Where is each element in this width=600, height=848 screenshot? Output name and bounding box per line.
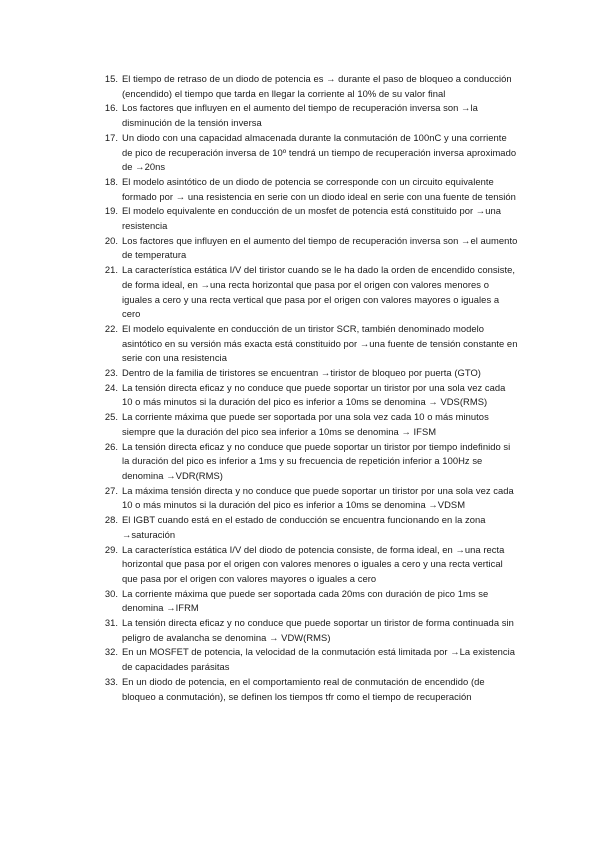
item-text: Un diodo con una capacidad almacenada durante la conmutación de 100nC y una corriente de pico de recuperación inversa de 10º tendrá un tiempo de recuperación inversa aproximado de →20ns	[122, 131, 517, 173]
list-item	[104, 616, 518, 645]
list-item	[104, 101, 518, 130]
list-item	[104, 322, 518, 366]
question-list	[104, 72, 518, 704]
item-text: La tensión directa eficaz y no conduce que puede soportar un tiristor de forma continuada sin peligro de avalancha se denomina → VDW(RMS)	[122, 617, 514, 643]
item-number: 22 .	[104, 322, 118, 337]
item-number: 20 .	[104, 234, 118, 249]
item-text: Los factores que influyen en el aumento del tiempo de recuperación inversa son →la disminución de la tensión inversa	[122, 102, 478, 129]
item-text: La corriente máxima que puede ser soportada por una sola vez cada 10 o más minutos siempre que la duración del pico sea inferior a 10ms se denomina → IFSM	[122, 411, 489, 437]
item-text: El IGBT cuando está en el estado de conducción se encuentra funcionando en la zona →saturación	[122, 514, 486, 540]
list-item	[104, 410, 518, 439]
item-text: La máxima tensión directa y no conduce que puede soportar un tiristor por una sola vez cada 10 o más minutos si la duración del pico es inferior a 10ms se denomina →VDSM	[122, 484, 514, 511]
list-item	[104, 204, 518, 233]
item-number: 23 .	[104, 366, 118, 381]
list-item	[104, 175, 518, 204]
item-number: 24 .	[104, 381, 118, 396]
list-item	[104, 543, 518, 587]
list-item	[104, 513, 518, 542]
item-text: En un MOSFET de potencia, la velocidad de la conmutación está limitada por →La existencia de capacidades parásitas	[122, 646, 516, 673]
item-text: El modelo equivalente en conducción de un tiristor SCR, también denominado modelo asintótico en su versión más exacta está constituido por →una fuente de tensión constante en serie con una resistencia	[122, 322, 518, 364]
list-item	[104, 381, 518, 410]
item-text: La tensión directa eficaz y no conduce que puede soportar un tiristor por una sola vez cada 10 o más minutos si la duración del pico es inferior a 10ms se denomina → VDS(RMS)	[122, 381, 506, 408]
item-number: 32 .	[104, 645, 118, 660]
item-number: 16 .	[104, 101, 118, 116]
item-text: La característica estática I/V del tiristor cuando se le ha dado la orden de encendido consiste, de forma ideal, en →una recta horizontal que pasa por el origen con valores menores o iguales a cero y una recta vertical que pasa por el origen con valores mayores o iguales a cero	[122, 264, 516, 320]
item-number: 31 .	[104, 616, 118, 631]
list-item	[104, 366, 518, 381]
item-number: 15 .	[104, 72, 118, 87]
item-number: 18 .	[104, 175, 118, 190]
list-item	[104, 587, 518, 616]
item-text: La característica estática I/V del diodo de potencia consiste, de forma ideal, en →una recta horizontal que pasa por el origen con valores menores o iguales a cero y una recta vertical que pasa por el origen con valores mayores o iguales a cero	[122, 543, 505, 584]
item-text: En un diodo de potencia, en el comportamiento real de conmutación de encendido (de bloqueo a conmutación), se definen los tiempos tfr como el tiempo de recuperación	[122, 675, 485, 702]
item-text: Los factores que influyen en el aumento del tiempo de recuperación inversa son →el aumento de temperatura	[122, 234, 518, 261]
item-number: 26 .	[104, 440, 118, 455]
item-number: 25 .	[104, 410, 118, 425]
item-number: 19 .	[104, 204, 118, 219]
item-text: El tiempo de retraso de un diodo de potencia es → durante el paso de bloqueo a conducción (encendido) el tiempo que tarda en llegar la corriente al 10% de su valor final	[122, 73, 512, 99]
item-number: 27 .	[104, 484, 118, 499]
item-number: 33 .	[104, 675, 118, 690]
list-item	[104, 131, 518, 175]
item-text: La tensión directa eficaz y no conduce que puede soportar un tiristor por tiempo indefinido si la duración del pico es inferior a 1ms y su frecuencia de repetición inferior a 100Hz se denomina →VDR(RMS)	[122, 440, 511, 481]
item-text: El modelo equivalente en conducción de un mosfet de potencia está constituido por →una resistencia	[122, 205, 502, 232]
list-item	[104, 440, 518, 484]
item-number: 28 .	[104, 513, 118, 528]
list-item	[104, 263, 518, 322]
list-item	[104, 234, 518, 263]
item-number: 17 .	[104, 131, 118, 146]
item-number: 29 .	[104, 543, 118, 558]
list-item	[104, 675, 518, 704]
list-item	[104, 484, 518, 513]
item-text: La corriente máxima que puede ser soportada cada 20ms con duración de pico 1ms se denomina →IFRM	[122, 587, 489, 614]
item-text: El modelo asintótico de un diodo de potencia se corresponde con un circuito equivalente formado por → una resistencia en serie con un diodo ideal en serie con una fuente de tensión	[122, 175, 516, 202]
item-text: Dentro de la familia de tiristores se encuentran →tiristor de bloqueo por puerta (GTO)	[122, 367, 481, 379]
item-number: 30 .	[104, 587, 118, 602]
list-item	[104, 645, 518, 674]
list-item	[104, 72, 518, 101]
item-number: 21 .	[104, 263, 118, 278]
